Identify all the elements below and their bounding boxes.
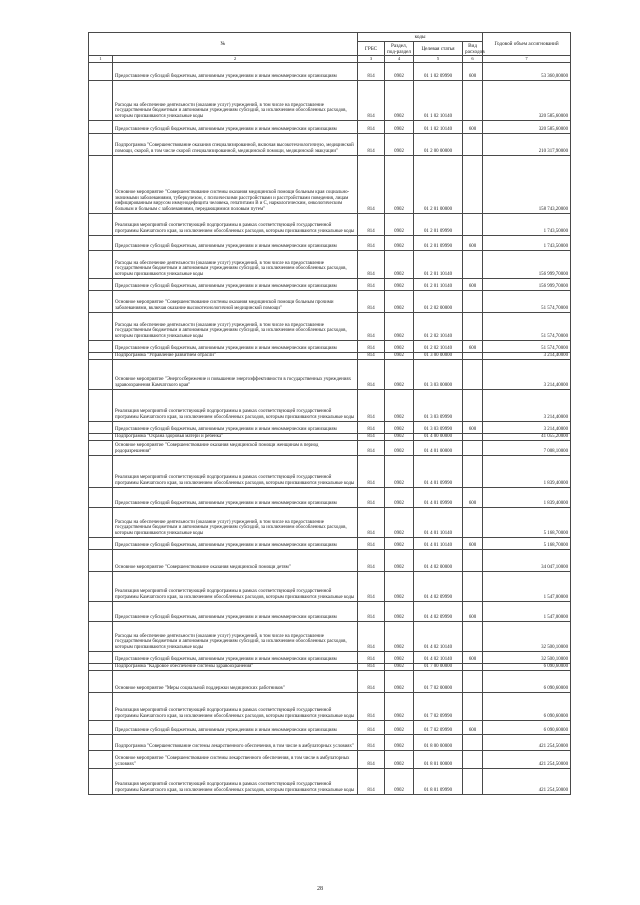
row-expense-type-cell: [463, 663, 483, 670]
row-grbs-cell: 814: [358, 352, 385, 359]
row-grbs-cell: 814: [358, 421, 385, 433]
header-annual-volume: Годовой объем ассигнований: [483, 33, 571, 56]
row-amount-cell: 3 214,40000: [483, 359, 571, 389]
table-row: [89, 750, 571, 768]
row-name-cell: Расходы на обеспечение деятельности (оказание услуг) учреждений, в том числе на предоставление государственным бюджетным и автономным учреждениям субсидий, за исключением обособленных расходов, которым присваиваются уникальные коды: [113, 507, 358, 537]
row-index-cell: [89, 359, 113, 389]
row-grbs-cell: 814: [358, 340, 385, 352]
row-razdel-cell: 0902: [385, 621, 414, 651]
row-name-cell: Предоставление субсидий бюджетным, автономным учреждениям и иным некоммерческим организациям: [113, 62, 358, 80]
row-index-cell: [89, 768, 113, 794]
row-grbs-cell: 814: [358, 433, 385, 440]
row-amount-cell: 6 090,60000: [483, 670, 571, 692]
row-name-cell: Подпрограмма "Управление развитием отрасли": [113, 352, 358, 359]
row-grbs-cell: 814: [358, 120, 385, 133]
row-expense-type-cell: [463, 312, 483, 340]
row-expense-type-cell: 600: [463, 278, 483, 290]
row-grbs-cell: 814: [358, 768, 385, 794]
row-name-cell: Предоставление субсидий бюджетным, автономным учреждениям и иным некоммерческим организациям: [113, 278, 358, 290]
row-index-cell: [89, 120, 113, 133]
table-row: [89, 670, 571, 692]
row-grbs-cell: 814: [358, 621, 385, 651]
row-amount-cell: 1 839,40000: [483, 487, 571, 507]
row-target-article-cell: 01 8 01 09990: [414, 768, 463, 794]
table-row: [89, 312, 571, 340]
row-expense-type-cell: 600: [463, 537, 483, 549]
row-amount-cell: 51 574,70000: [483, 290, 571, 312]
table-row: [89, 537, 571, 549]
row-expense-type-cell: 600: [463, 62, 483, 80]
row-index-cell: [89, 455, 113, 487]
header-expense-type: Вид расходов: [463, 42, 483, 56]
row-index-cell: [89, 720, 113, 734]
row-expense-type-cell: [463, 440, 483, 455]
row-name-cell: Предоставление субсидий бюджетным, автономным учреждениям и иным некоммерческим организациям: [113, 487, 358, 507]
row-expense-type-cell: [463, 571, 483, 601]
table-row: [89, 692, 571, 720]
row-target-article-cell: 01 4 02 00000: [414, 549, 463, 571]
col-number: 4: [385, 56, 414, 63]
row-razdel-cell: 0902: [385, 750, 414, 768]
row-name-cell: Предоставление субсидий бюджетным, автономным учреждениям и иным некоммерческим организациям: [113, 120, 358, 133]
table-row: [89, 235, 571, 250]
row-target-article-cell: 01 4 02 09990: [414, 571, 463, 601]
table-row: [89, 290, 571, 312]
row-index-cell: [89, 250, 113, 278]
table-row: [89, 213, 571, 235]
row-target-article-cell: 01 8 01 00000: [414, 750, 463, 768]
row-razdel-cell: 0902: [385, 651, 414, 663]
row-razdel-cell: 0902: [385, 120, 414, 133]
row-grbs-cell: 814: [358, 750, 385, 768]
row-razdel-cell: 0902: [385, 155, 414, 213]
row-amount-cell: 51 574,70000: [483, 312, 571, 340]
table-row: [89, 734, 571, 750]
row-index-cell: [89, 537, 113, 549]
row-index-cell: [89, 692, 113, 720]
row-target-article-cell: 01 1 02 09990: [414, 62, 463, 80]
row-razdel-cell: 0902: [385, 663, 414, 670]
row-amount-cell: 320 585,60000: [483, 80, 571, 120]
row-expense-type-cell: [463, 692, 483, 720]
row-index-cell: [89, 290, 113, 312]
row-index-cell: [89, 133, 113, 155]
row-grbs-cell: 814: [358, 440, 385, 455]
row-razdel-cell: 0902: [385, 80, 414, 120]
row-expense-type-cell: 600: [463, 235, 483, 250]
row-name-cell: Подпрограмма "Охрана здоровья матери и ребенка": [113, 433, 358, 440]
row-target-article-cell: 01 4 01 10140: [414, 507, 463, 537]
row-target-article-cell: 01 4 01 10140: [414, 537, 463, 549]
header-grbs: ГРБС: [358, 42, 385, 56]
row-target-article-cell: 01 2 01 09990: [414, 213, 463, 235]
row-amount-cell: 5 168,70000: [483, 537, 571, 549]
row-amount-cell: 421 254,50000: [483, 750, 571, 768]
table-row: [89, 549, 571, 571]
row-name-cell: Расходы на обеспечение деятельности (оказание услуг) учреждений, в том числе на предоставление государственным бюджетным и автономным учреждениям субсидий, за исключением обособленных расходов, которым присваиваются уникальные коды: [113, 250, 358, 278]
row-expense-type-cell: [463, 155, 483, 213]
row-razdel-cell: 0902: [385, 537, 414, 549]
row-razdel-cell: 0902: [385, 734, 414, 750]
table-row: [89, 720, 571, 734]
row-target-article-cell: 01 2 02 10140: [414, 340, 463, 352]
row-razdel-cell: 0902: [385, 487, 414, 507]
row-grbs-cell: 814: [358, 663, 385, 670]
row-target-article-cell: 01 7 02 00000: [414, 670, 463, 692]
row-grbs-cell: 814: [358, 571, 385, 601]
row-grbs-cell: 814: [358, 312, 385, 340]
row-index-cell: [89, 507, 113, 537]
row-index-cell: [89, 663, 113, 670]
col-number: 6: [463, 56, 483, 63]
row-grbs-cell: 814: [358, 133, 385, 155]
row-amount-cell: 1 839,40000: [483, 455, 571, 487]
row-target-article-cell: 01 2 01 09990: [414, 235, 463, 250]
row-index-cell: [89, 601, 113, 621]
table-row: [89, 62, 571, 80]
row-expense-type-cell: 600: [463, 601, 483, 621]
row-expense-type-cell: [463, 433, 483, 440]
row-razdel-cell: 0902: [385, 455, 414, 487]
row-target-article-cell: 01 3 03 09990: [414, 421, 463, 433]
row-amount-cell: 32 500,10000: [483, 651, 571, 663]
header-codes: коды: [358, 33, 483, 42]
row-target-article-cell: 01 2 02 10140: [414, 312, 463, 340]
row-index-cell: [89, 235, 113, 250]
row-index-cell: [89, 80, 113, 120]
row-grbs-cell: 814: [358, 549, 385, 571]
row-name-cell: Подпрограмма "Совершенствование оказания специализированной, включая высокотехнологичную, медицинской помощи, скорой, в том числе скорой специализированной, медицинской помощи, медицинской эвакуации": [113, 133, 358, 155]
row-grbs-cell: 814: [358, 692, 385, 720]
table-row: [89, 507, 571, 537]
row-index-cell: [89, 155, 113, 213]
row-target-article-cell: 01 4 00 00000: [414, 433, 463, 440]
row-index-cell: [89, 389, 113, 421]
row-grbs-cell: 814: [358, 278, 385, 290]
row-target-article-cell: 01 4 02 10140: [414, 621, 463, 651]
table-row: [89, 621, 571, 651]
row-razdel-cell: 0902: [385, 440, 414, 455]
row-grbs-cell: 814: [358, 487, 385, 507]
row-razdel-cell: 0902: [385, 421, 414, 433]
row-grbs-cell: 814: [358, 455, 385, 487]
row-grbs-cell: 814: [358, 601, 385, 621]
table-row: [89, 433, 571, 440]
row-amount-cell: 156 999,70000: [483, 278, 571, 290]
row-razdel-cell: 0902: [385, 549, 414, 571]
row-expense-type-cell: 600: [463, 120, 483, 133]
row-razdel-cell: 0902: [385, 340, 414, 352]
row-target-article-cell: 01 2 01 10140: [414, 250, 463, 278]
row-amount-cell: 421 254,50000: [483, 734, 571, 750]
row-grbs-cell: 814: [358, 62, 385, 80]
row-grbs-cell: 814: [358, 250, 385, 278]
row-name-cell: Предоставление субсидий бюджетным, автономным учреждениям и иным некоммерческим организациям: [113, 651, 358, 663]
row-razdel-cell: 0902: [385, 571, 414, 601]
row-index-cell: [89, 440, 113, 455]
budget-table-body: [89, 62, 571, 794]
row-amount-cell: 1 547,00000: [483, 571, 571, 601]
row-name-cell: Реализация мероприятий соответствующей подпрограммы в рамках соответствующей государственной программы Камчатского края, за исключением обособленных расходов, которым присваиваются уникальные коды: [113, 213, 358, 235]
table-row: [89, 80, 571, 120]
row-expense-type-cell: [463, 389, 483, 421]
row-name-cell: Расходы на обеспечение деятельности (оказание услуг) учреждений, в том числе на предоставление государственным бюджетным и автономным учреждениям субсидий, за исключением обособленных расходов, которым присваиваются уникальные коды: [113, 621, 358, 651]
table-row: [89, 340, 571, 352]
row-expense-type-cell: [463, 359, 483, 389]
row-razdel-cell: 0902: [385, 359, 414, 389]
row-index-cell: [89, 670, 113, 692]
table-row: [89, 421, 571, 433]
row-expense-type-cell: 600: [463, 487, 483, 507]
row-amount-cell: 5 168,70000: [483, 507, 571, 537]
row-amount-cell: 6 090,60000: [483, 663, 571, 670]
row-name-cell: Основное мероприятие "Совершенствование оказания медицинской помощи детям": [113, 549, 358, 571]
row-razdel-cell: 0902: [385, 389, 414, 421]
row-grbs-cell: 814: [358, 537, 385, 549]
row-razdel-cell: 0902: [385, 507, 414, 537]
row-name-cell: Предоставление субсидий бюджетным, автономным учреждениям и иным некоммерческим организациям: [113, 235, 358, 250]
row-amount-cell: 158 743,20000: [483, 155, 571, 213]
row-index-cell: [89, 549, 113, 571]
row-name-cell: Расходы на обеспечение деятельности (оказание услуг) учреждений, в том числе на предоставление государственным бюджетным и автономным учреждениям субсидий, за исключением обособленных расходов, которым присваиваются уникальные коды: [113, 312, 358, 340]
row-grbs-cell: 814: [358, 290, 385, 312]
table-row: [89, 601, 571, 621]
row-name-cell: Основное мероприятие "Совершенствование системы оказания медицинской помощи больным прочими заболеваниями, включая оказание высокотехнологичной медицинской помощи": [113, 290, 358, 312]
row-index-cell: [89, 571, 113, 601]
row-amount-cell: 6 090,60000: [483, 692, 571, 720]
row-amount-cell: 32 500,10000: [483, 621, 571, 651]
row-index-cell: [89, 750, 113, 768]
col-number: 3: [358, 56, 385, 63]
row-amount-cell: 421 254,50000: [483, 768, 571, 794]
row-target-article-cell: 01 4 02 09990: [414, 601, 463, 621]
row-razdel-cell: 0902: [385, 670, 414, 692]
row-target-article-cell: 01 7 02 09990: [414, 720, 463, 734]
row-grbs-cell: 814: [358, 359, 385, 389]
row-name-cell: Основное мероприятие "Меры социальной поддержки медицинских работников": [113, 670, 358, 692]
row-expense-type-cell: [463, 80, 483, 120]
row-expense-type-cell: [463, 734, 483, 750]
col-number: 7: [483, 56, 571, 63]
table-row: [89, 455, 571, 487]
row-expense-type-cell: [463, 507, 483, 537]
row-amount-cell: 1 743,50000: [483, 213, 571, 235]
row-name-cell: Основное мероприятие "Совершенствование системы лекарственного обеспечения, в том числе в амбулаторных условиях": [113, 750, 358, 768]
table-row: [89, 389, 571, 421]
row-expense-type-cell: [463, 250, 483, 278]
row-name-cell: Предоставление субсидий бюджетным, автономным учреждениям и иным некоммерческим организациям: [113, 421, 358, 433]
row-grbs-cell: 814: [358, 651, 385, 663]
table-row: [89, 663, 571, 670]
header-razdel: Раздел, под-раздел: [385, 42, 414, 56]
row-target-article-cell: 01 2 01 00000: [414, 155, 463, 213]
row-amount-cell: 34 047,10000: [483, 549, 571, 571]
row-name-cell: Реализация мероприятий соответствующей подпрограммы в рамках соответствующей государственной программы Камчатского края, за исключением обособленных расходов, которым присваиваются уникальные коды: [113, 389, 358, 421]
header-target-article: Целевая статья: [414, 42, 463, 56]
row-name-cell: Подпрограмма "Совершенствование системы лекарственного обеспечения, в том числе в амбулаторных условиях": [113, 734, 358, 750]
table-row: [89, 133, 571, 155]
row-grbs-cell: 814: [358, 213, 385, 235]
row-target-article-cell: 01 2 01 10140: [414, 278, 463, 290]
row-name-cell: Основное мероприятие "Энергосбережение и повышение энергоэффективности в государственных учреждениях здравоохранения Камчатского края": [113, 359, 358, 389]
row-amount-cell: 51 574,70000: [483, 340, 571, 352]
row-target-article-cell: 01 4 01 09990: [414, 455, 463, 487]
table-row: [89, 250, 571, 278]
col-number: 1: [89, 56, 113, 63]
row-amount-cell: 1 743,50000: [483, 235, 571, 250]
row-target-article-cell: 01 3 00 00000: [414, 352, 463, 359]
row-index-cell: [89, 487, 113, 507]
row-index-cell: [89, 651, 113, 663]
row-expense-type-cell: 600: [463, 340, 483, 352]
row-amount-cell: 7 008,10000: [483, 440, 571, 455]
row-index-cell: [89, 421, 113, 433]
row-name-cell: Предоставление субсидий бюджетным, автономным учреждениям и иным некоммерческим организациям: [113, 340, 358, 352]
col-number: 5: [414, 56, 463, 63]
row-target-article-cell: 01 8 00 00000: [414, 734, 463, 750]
row-razdel-cell: 0902: [385, 433, 414, 440]
page-number: 28: [317, 886, 323, 892]
row-amount-cell: 53 360,00000: [483, 62, 571, 80]
row-name-cell: Основное мероприятие "Совершенствование системы оказания медицинской помощи больным края социально-значимыми заболеваниями, туберкулезом, с психическими расстройствами и расстройствами поведения, лицам инфицированным вирусом иммунодефицита человека, гепатитами В и С, наркологическим, онкологическим больным и больным с заболеваниями, передающимися половым путем": [113, 155, 358, 213]
row-amount-cell: 156 999,70000: [483, 250, 571, 278]
row-expense-type-cell: [463, 290, 483, 312]
row-expense-type-cell: 600: [463, 651, 483, 663]
row-grbs-cell: 814: [358, 507, 385, 537]
row-amount-cell: 320 585,60000: [483, 120, 571, 133]
row-index-cell: [89, 278, 113, 290]
row-target-article-cell: 01 4 02 10140: [414, 651, 463, 663]
row-target-article-cell: 01 3 03 09990: [414, 389, 463, 421]
row-index-cell: [89, 734, 113, 750]
row-razdel-cell: 0902: [385, 278, 414, 290]
table-row: [89, 768, 571, 794]
row-grbs-cell: 814: [358, 720, 385, 734]
table-row: [89, 155, 571, 213]
table-row: [89, 120, 571, 133]
row-amount-cell: 1 547,00000: [483, 601, 571, 621]
row-target-article-cell: 01 7 02 09990: [414, 692, 463, 720]
row-razdel-cell: 0902: [385, 601, 414, 621]
row-target-article-cell: 01 3 03 00000: [414, 359, 463, 389]
row-expense-type-cell: [463, 621, 483, 651]
row-grbs-cell: 814: [358, 80, 385, 120]
row-index-cell: [89, 433, 113, 440]
row-name-cell: Подпрограмма "Кадровое обеспечение системы здравоохранения": [113, 663, 358, 670]
row-name-cell: Реализация мероприятий соответствующей подпрограммы в рамках соответствующей государственной программы Камчатского края, за исключением обособленных расходов, которым присваиваются уникальные коды: [113, 692, 358, 720]
row-razdel-cell: 0902: [385, 720, 414, 734]
row-index-cell: [89, 62, 113, 80]
row-index-cell: [89, 213, 113, 235]
row-index-cell: [89, 340, 113, 352]
row-name-cell: Реализация мероприятий соответствующей подпрограммы в рамках соответствующей государственной программы Камчатского края, за исключением обособленных расходов, которым присваиваются уникальные коды: [113, 768, 358, 794]
row-amount-cell: 3 214,40000: [483, 421, 571, 433]
row-razdel-cell: 0902: [385, 62, 414, 80]
row-expense-type-cell: [463, 750, 483, 768]
row-target-article-cell: 01 4 01 00000: [414, 440, 463, 455]
row-razdel-cell: 0902: [385, 290, 414, 312]
table-row: [89, 359, 571, 389]
row-razdel-cell: 0902: [385, 352, 414, 359]
row-amount-cell: 3 214,40000: [483, 352, 571, 359]
row-expense-type-cell: 600: [463, 720, 483, 734]
row-razdel-cell: 0902: [385, 768, 414, 794]
row-razdel-cell: 0902: [385, 250, 414, 278]
row-expense-type-cell: [463, 768, 483, 794]
row-index-cell: [89, 621, 113, 651]
row-target-article-cell: 01 7 00 00000: [414, 663, 463, 670]
table-row: [89, 651, 571, 663]
budget-table: [88, 32, 571, 795]
row-grbs-cell: 814: [358, 734, 385, 750]
row-name-cell: Реализация мероприятий соответствующей подпрограммы в рамках соответствующей государственной программы Камчатского края, за исключением обособленных расходов, которым присваиваются уникальные коды: [113, 455, 358, 487]
row-amount-cell: 210 317,90000: [483, 133, 571, 155]
row-expense-type-cell: [463, 213, 483, 235]
row-expense-type-cell: [463, 455, 483, 487]
row-amount-cell: 6 090,60000: [483, 720, 571, 734]
table-row: [89, 487, 571, 507]
row-target-article-cell: 01 4 01 09990: [414, 487, 463, 507]
table-row: [89, 352, 571, 359]
row-amount-cell: 3 214,40000: [483, 389, 571, 421]
row-expense-type-cell: [463, 670, 483, 692]
budget-table-page: [88, 32, 570, 795]
row-target-article-cell: 01 1 02 10140: [414, 120, 463, 133]
header-number: №: [89, 33, 358, 56]
row-grbs-cell: 814: [358, 670, 385, 692]
row-expense-type-cell: [463, 352, 483, 359]
row-name-cell: Расходы на обеспечение деятельности (оказание услуг) учреждений, в том числе на предоставление государственным бюджетным и автономным учреждениям субсидий, за исключением обособленных расходов, которым присваиваются уникальные коды: [113, 80, 358, 120]
row-name-cell: Основное мероприятие "Совершенствование оказания медицинской помощи женщинам в период родоразрешения": [113, 440, 358, 455]
row-razdel-cell: 0902: [385, 692, 414, 720]
row-target-article-cell: 01 2 02 00000: [414, 290, 463, 312]
row-expense-type-cell: 600: [463, 421, 483, 433]
row-name-cell: Реализация мероприятий соответствующей подпрограммы в рамках соответствующей государственной программы Камчатского края, за исключением обособленных расходов, которым присваиваются уникальные коды: [113, 571, 358, 601]
row-razdel-cell: 0902: [385, 133, 414, 155]
row-target-article-cell: 01 1 02 10140: [414, 80, 463, 120]
row-index-cell: [89, 352, 113, 359]
row-name-cell: Предоставление субсидий бюджетным, автономным учреждениям и иным некоммерческим организациям: [113, 720, 358, 734]
row-expense-type-cell: [463, 133, 483, 155]
row-target-article-cell: 01 2 00 00000: [414, 133, 463, 155]
row-grbs-cell: 814: [358, 235, 385, 250]
table-row: [89, 571, 571, 601]
row-razdel-cell: 0902: [385, 213, 414, 235]
row-index-cell: [89, 312, 113, 340]
row-amount-cell: 41 055,20000: [483, 433, 571, 440]
table-row: [89, 278, 571, 290]
row-grbs-cell: 814: [358, 389, 385, 421]
row-razdel-cell: 0902: [385, 235, 414, 250]
table-row: [89, 440, 571, 455]
row-razdel-cell: 0902: [385, 312, 414, 340]
row-expense-type-cell: [463, 549, 483, 571]
row-name-cell: Предоставление субсидий бюджетным, автономным учреждениям и иным некоммерческим организациям: [113, 537, 358, 549]
row-name-cell: Предоставление субсидий бюджетным, автономным учреждениям и иным некоммерческим организациям: [113, 601, 358, 621]
row-grbs-cell: 814: [358, 155, 385, 213]
col-number: 2: [113, 56, 358, 63]
